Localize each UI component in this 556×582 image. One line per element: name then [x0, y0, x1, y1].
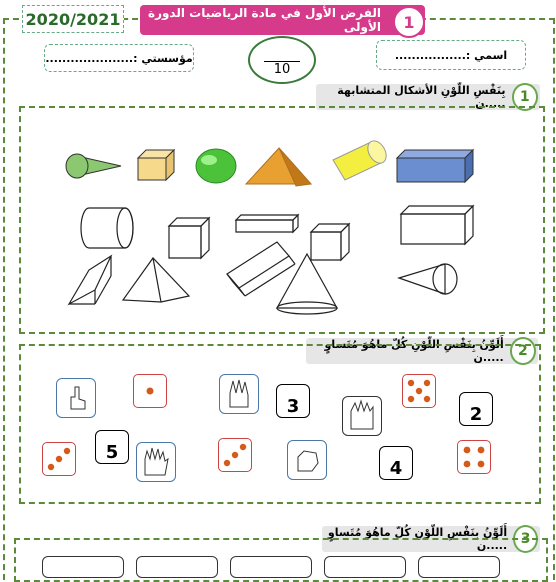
cylinder-outline[interactable] [81, 208, 133, 248]
section-1-shapes-box [19, 106, 545, 334]
section-3-instruction: أَلَوِّنُ بِنَفْسِ اللّوْنِ كُلّ ماهُوَ مُتَساوٍ .....ن [327, 526, 508, 552]
exam-number-badge: 1 [393, 6, 425, 38]
score-box [248, 36, 316, 84]
small-cube-outline[interactable] [311, 224, 349, 260]
upright-cone-outline[interactable] [277, 254, 337, 314]
exam-title-bar [140, 5, 425, 35]
triangular-prism-outline[interactable] [69, 256, 111, 304]
dice-one[interactable] [133, 374, 167, 408]
blue-prism[interactable] [397, 150, 473, 182]
yellow-cube[interactable] [138, 150, 174, 180]
section-3-item[interactable] [230, 556, 312, 578]
section-3-item[interactable] [136, 556, 218, 578]
shapes-canvas [21, 108, 543, 332]
dice-five[interactable] [402, 374, 436, 408]
flat-prism-outline[interactable] [236, 215, 298, 232]
section-1-instruction: بِنَفْسِ اللّوْنِ الأشكال المتشابهة .....ن [337, 84, 506, 110]
orange-pyramid[interactable] [246, 148, 311, 186]
dice-four[interactable] [457, 440, 491, 474]
exam-title: الفرض الأول في مادة الرياضيات الدورة الأولى [147, 6, 381, 34]
pyramid-outline[interactable] [123, 258, 189, 302]
cube-outline[interactable] [169, 218, 209, 258]
section-1-number: 1 [512, 83, 538, 111]
sideways-cone-outline[interactable] [399, 264, 457, 294]
name-field[interactable]: اسمي :................. [376, 40, 526, 70]
school-year: 2020/2021 [22, 5, 124, 33]
number-box-5[interactable]: 5 [95, 430, 129, 464]
section-3-number: 3 [513, 525, 538, 553]
hand-one-finger-icon[interactable] [56, 378, 96, 418]
section-3-item[interactable] [418, 556, 500, 578]
box-prism-outline[interactable] [401, 206, 473, 244]
dice-three-middle[interactable] [218, 438, 252, 472]
hand-fist-icon[interactable] [287, 440, 327, 480]
section-2-instruction: أَلَوِّنُ بِنَفْسِ اللّوْنِ كُلّ ماهُوَ مُتَساوٍ .....ن [324, 338, 504, 364]
yellow-cylinder[interactable] [333, 138, 390, 180]
hand-three-fingers-icon[interactable] [219, 374, 259, 414]
hand-four-fingers-icon[interactable] [342, 396, 382, 436]
number-box-2[interactable]: 2 [459, 392, 493, 426]
hand-open-palm-icon[interactable] [136, 442, 176, 482]
tilted-prism-outline[interactable] [227, 242, 295, 296]
number-box-4[interactable]: 4 [379, 446, 413, 480]
section-3-item[interactable] [324, 556, 406, 578]
green-sphere[interactable] [196, 149, 236, 183]
score-total: 10 [264, 61, 300, 77]
school-field[interactable]: مؤسستي :..................... [44, 44, 194, 72]
section-2-number: 2 [510, 337, 536, 365]
green-cone[interactable] [66, 154, 121, 178]
number-box-3[interactable]: 3 [276, 384, 310, 418]
section-3-item[interactable] [42, 556, 124, 578]
dice-three-left[interactable] [42, 442, 76, 476]
